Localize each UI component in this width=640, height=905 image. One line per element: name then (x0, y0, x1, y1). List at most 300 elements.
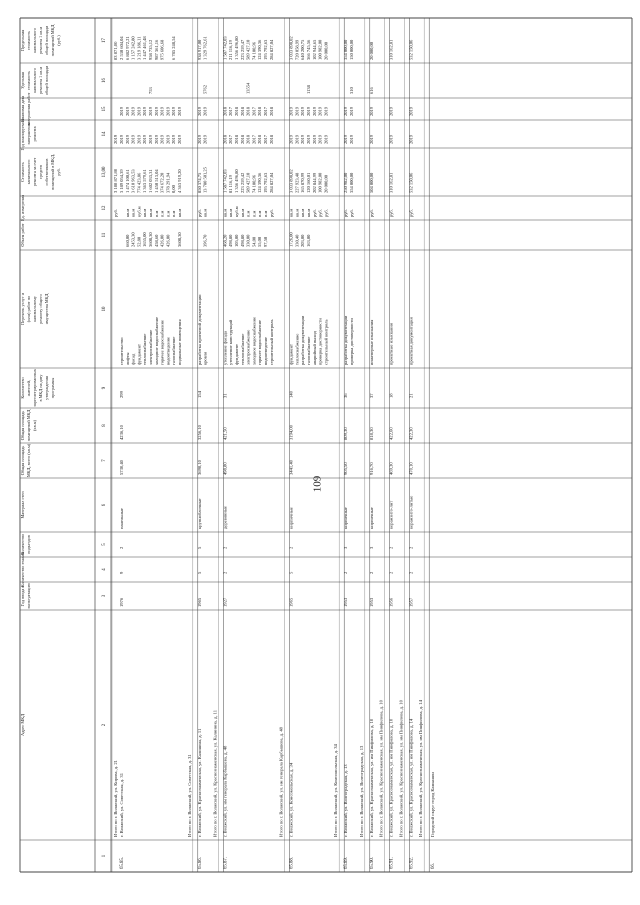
work-unit: руб. (408, 209, 414, 217)
summary-unit: руб. (113, 209, 118, 217)
column-number: 10 (102, 306, 107, 312)
work-year: 2019 (311, 135, 317, 144)
work-limit: 938 917,00 (196, 39, 202, 60)
row-walls: кирпичные (288, 507, 294, 529)
row-residents: 37 (368, 393, 374, 398)
work-item: горячее водоснабжение (159, 320, 165, 365)
work-date: 2019 (124, 107, 130, 116)
work-date: 2019 (130, 107, 136, 116)
work-year: 2019 (171, 135, 177, 144)
work-cost: 774 423,86 (136, 172, 142, 193)
row-year-built: 1956 (388, 597, 394, 607)
work-unit: кв.м (306, 208, 311, 217)
work-cost: 124 390,36 (257, 172, 263, 193)
header-cell: Адрес МКД (20, 713, 25, 737)
work-cost: 589 427,10 (245, 172, 251, 193)
work-date: 2017 (251, 107, 257, 116)
work-limit: 195 792,63 (263, 39, 268, 60)
header-cell: капитальному (32, 296, 37, 322)
work-cost: 4 363 919,20 (177, 169, 182, 193)
work-limit: 720 058,99 (294, 39, 300, 60)
footer-id: 66. (431, 863, 437, 869)
work-item: газоснабжение (306, 336, 311, 365)
work-limit: 532 150,06 (408, 39, 414, 60)
row-specific: 616 (368, 87, 374, 94)
work-volume: 2453,30 (130, 232, 136, 247)
work-limit: 3 219 186,11 (136, 36, 142, 60)
row-entrances: 2 (119, 546, 124, 549)
column-number: 15 (102, 106, 107, 112)
row-area-total: 905,50 (343, 462, 349, 475)
work-date: 2019 (388, 107, 394, 116)
column-number: 3 (102, 594, 107, 598)
work-volume: 1655,00 (142, 232, 148, 247)
work-cost: 374 672,20 (159, 172, 165, 193)
work-cost: 284 827,04 (268, 172, 274, 193)
header-cell: в МКД на дату (38, 374, 43, 402)
work-limit: 6 882 972,21 (124, 36, 130, 60)
row-walls: керамзито-литые (408, 495, 414, 529)
work-item: строительный контроль (323, 319, 329, 365)
work-date: 2017 (228, 107, 234, 116)
row-residents: 18 (388, 393, 394, 398)
work-date: 2019 (148, 107, 153, 116)
header-cell: (кв.м) (32, 420, 37, 431)
column-number: 12 (102, 205, 107, 211)
row-id: 65.88. (289, 857, 295, 869)
work-year: 2018 (245, 135, 251, 144)
work-item: разработка документации (343, 315, 349, 365)
work-year: 2018 (222, 135, 228, 144)
row-walls: панельные (119, 508, 124, 529)
row-residents: 140 (288, 391, 294, 398)
work-volume: 54,00 (251, 236, 257, 247)
work-date: 2019 (343, 107, 349, 116)
work-date: 2019 (136, 107, 142, 116)
work-limit: 1 329 762,61 (202, 36, 208, 60)
header-cell: Количество (20, 377, 25, 399)
row-floors: 2 (222, 571, 228, 574)
header-cell: ремонту общего (38, 294, 43, 324)
work-unit: куб.м (136, 206, 142, 217)
row-walls: кирпичные (343, 507, 349, 529)
work-date: 2019 (202, 107, 208, 116)
summary-total: 3 188 871,80 (113, 168, 118, 193)
column-number: 1 (102, 854, 107, 858)
header-cell: Общая площадь (20, 445, 25, 476)
row-area-rooms: 422,60 (388, 427, 394, 440)
work-limit: 20 000,00 (368, 42, 374, 60)
work-item: электроснабжение (148, 329, 153, 365)
group-summary: Итого по г. Волжский, ул. Советская, д. 31 (186, 754, 192, 837)
work-unit: кв.м (222, 208, 228, 217)
work-limit: 284 827,04 (268, 39, 274, 60)
row-floors: 2 (388, 571, 394, 574)
header-cell: Стоимость (20, 162, 25, 182)
header-cell: Удельная (20, 72, 25, 89)
work-item: подвальные помещения (177, 319, 182, 365)
work-unit: руб. (196, 209, 202, 217)
work-cost: 74 100,96 (251, 175, 257, 193)
work-date: 2019 (368, 107, 374, 116)
column-number: 17 (102, 38, 107, 43)
work-limit: 354 000,00 (343, 39, 349, 60)
work-cost: 354 000,00 (349, 172, 354, 193)
group-summary: Итого по г. Волжский, ул. Комсомольская, д. 34 (333, 744, 339, 837)
column-number: 4 (102, 568, 107, 571)
row-area-total: 469,30 (388, 462, 394, 475)
work-year: 2019 (124, 135, 130, 144)
work-unit: п.м (251, 210, 257, 217)
row-floors: 9 (119, 571, 124, 574)
row-specific: 310 (349, 87, 354, 94)
work-cost: 165 870,99 (300, 172, 306, 193)
work-volume: 163,00 (306, 234, 311, 247)
work-date: 2017 (263, 107, 268, 116)
work-year: 2019 (317, 135, 323, 144)
work-year: 2019 (288, 135, 294, 144)
work-unit: п.м (153, 210, 159, 217)
work-cost: 504 000,00 (368, 172, 374, 193)
header-cell: средств (38, 165, 43, 179)
row-residents: 31 (222, 393, 228, 398)
row-walls: деревянные (222, 506, 228, 529)
work-year: 2019 (300, 135, 306, 144)
work-year: 2017 (251, 135, 257, 144)
work-cost: 1 474 100,61 (124, 169, 130, 193)
header-cell: Объем работ (20, 223, 25, 247)
row-address: г. Волжский, ул. Волгоградская, д. 13 (343, 764, 349, 837)
work-cost: 3 189 054,39 (119, 169, 124, 193)
work-item: строительный контроль (268, 319, 274, 365)
header-cell: Плановая дата (20, 95, 25, 123)
column-number: 8 (102, 424, 107, 427)
work-unit: кв.м (142, 208, 148, 217)
work-item: разработка документации (300, 315, 306, 365)
work-date: 2018 (268, 107, 274, 116)
work-volume: 55,00 (257, 236, 263, 247)
row-year-built: 1965 (196, 597, 202, 607)
work-date: 2018 (222, 107, 228, 116)
work-volume: 396,70 (202, 234, 208, 247)
work-limit: 100 982,00 (317, 39, 323, 60)
work-volume: 3608,30 (148, 232, 153, 247)
row-id: 65.85. (120, 857, 125, 869)
work-year: 2019 (196, 135, 202, 144)
work-item: лифты (124, 352, 130, 365)
work-item: строительство (119, 337, 124, 365)
work-item: проверка достоверности (317, 318, 323, 365)
row-address: г. Волжский, ул. Советская, д. 31 (119, 773, 124, 837)
work-unit: руб. (317, 209, 323, 217)
row-year-built: 1953 (343, 597, 349, 607)
group-summary: Итого по г. Волжский, ул. Волгоградская, д. 13 (358, 745, 364, 837)
header-cell: (руб.) (56, 35, 61, 46)
work-unit: руб. (323, 209, 329, 217)
row-year-built: 1976 (119, 597, 124, 607)
work-date: 2019 (311, 107, 317, 116)
work-volume: 3608,30 (177, 232, 182, 247)
work-limit: 211 116,19 (228, 40, 234, 60)
header-cell: ремонта 1 кв.м (38, 66, 43, 95)
work-item: водоотведение (263, 336, 268, 365)
work-cost: 3 610 963,53 (130, 169, 136, 193)
work-item: инженерные изыскания (368, 319, 374, 365)
row-floors: 2 (343, 571, 349, 574)
work-unit: п.м (245, 210, 251, 217)
work-date: 2019 (294, 107, 300, 116)
row-area-rooms: 809,30 (343, 427, 349, 440)
work-unit: кв.м (202, 208, 208, 217)
work-date: 2019 (171, 107, 177, 116)
work-limit: 102 944,65 (311, 39, 317, 60)
work-item: фасад (130, 353, 136, 365)
work-year: 2019 (368, 135, 374, 144)
work-item: проверка достоверности (349, 318, 354, 365)
work-item: теплоснабжение (294, 333, 300, 365)
work-item: газоснабжение (171, 336, 177, 365)
work-cost: 81 116,19 (228, 175, 234, 193)
work-year: 2018 (268, 135, 274, 144)
column-number: 14 (102, 131, 107, 137)
work-unit: руб. (349, 209, 354, 217)
work-unit: кв.м (130, 208, 136, 217)
work-year: 2017 (228, 135, 234, 144)
work-cost: 0,00 (171, 185, 177, 193)
work-limit: 975 606,68 (159, 39, 165, 60)
work-limit: 223 259,47 (239, 39, 245, 60)
work-limit: 987 361,16 (153, 39, 159, 60)
work-item: проектные изыскания (388, 323, 394, 365)
row-address: г. Волжский, ул. Краснознаменская, ул. им Пинфилова, д. 10 (368, 718, 374, 837)
work-year: 2019 (153, 135, 159, 144)
row-floors: 2 (368, 571, 374, 574)
group-summary: Итого по г. Волжский, ул. Краснознаменская, ул. Калинина, д. 11 (212, 709, 218, 837)
row-year-built: 1953 (368, 597, 374, 607)
header-cell: завершения (26, 123, 31, 145)
work-year: 2019 (177, 135, 182, 144)
row-residents: 154 (196, 391, 202, 398)
work-item: проектная документация (408, 317, 414, 365)
summary-label: Итого по г. Волжский, ул. Кирова, д. 21 (113, 760, 118, 837)
work-volume: 1726,00 (288, 232, 294, 247)
work-year: 2018 (239, 135, 245, 144)
work-item: фундамент (136, 344, 142, 365)
work-date: 2019 (153, 107, 159, 116)
row-address: г. Волжский, ул. Краснознаменская, ул. Калинина, д. 11 (196, 728, 202, 837)
work-date: 2019 (119, 107, 124, 116)
header-cell: эксплуатацию (26, 583, 31, 609)
work-item: теплоснабжение (239, 333, 245, 365)
work-year: 2018 (234, 135, 239, 144)
work-date: 2018 (234, 107, 239, 116)
header-cell: утверждения (44, 376, 49, 400)
work-year: 2019 (343, 135, 349, 144)
work-cost: 310 162,81 (388, 172, 394, 193)
work-volume: 498,80 (239, 234, 245, 247)
work-volume: 468,20 (222, 234, 228, 247)
work-volume: 498,80 (228, 234, 234, 247)
work-unit: куб.м (234, 206, 239, 217)
row-address: г. Волжский, ул. Краснознаменская, ул. им Пинфилова, д. 10 (388, 718, 394, 837)
page-number: 109 (311, 475, 324, 493)
row-walls: крупноблочные (196, 498, 202, 529)
row-area-rooms: 3194,00 (288, 425, 294, 440)
work-volume: 458,60 (153, 234, 159, 247)
row-area-total: 498,80 (222, 462, 228, 475)
work-item: холодное водоснабжение (251, 316, 257, 365)
work-limit: 366 745,56 (306, 39, 311, 60)
row-area-total: 3441,40 (288, 460, 294, 475)
work-limit: 6 785 248,54 (171, 36, 177, 60)
row-address: г. Волжский, ул. Краснознаменская, ул. им Пинфилова, д. 14 (408, 718, 414, 837)
work-item: утепление конструкций (228, 319, 234, 365)
work-unit: п.м (165, 210, 171, 217)
header-cell: помещений МКД (50, 24, 55, 57)
work-unit: руб. (268, 209, 274, 217)
header-cell: помещений в МКД, (50, 154, 55, 190)
row-specific: 13554 (245, 82, 251, 94)
work-year: 2019 (165, 135, 171, 144)
header-cell: Предельная (20, 29, 25, 52)
work-cost: 850 374,75 (196, 172, 202, 193)
row-entrances: 2 (222, 546, 228, 549)
work-item: электроснабжение (245, 329, 251, 365)
row-area-total: 3698,10 (196, 460, 202, 475)
work-item: горячее водоснабжение (257, 320, 263, 365)
work-limit: 124 390,36 (257, 39, 263, 60)
work-unit: кв.м (148, 208, 153, 217)
row-specific: 5762 (202, 85, 208, 94)
work-year: 2019 (130, 135, 136, 144)
work-year: 2019 (202, 135, 208, 144)
row-area-rooms: 422,30 (408, 427, 414, 440)
work-cost: 195 792,63 (263, 172, 268, 193)
row-area-rooms: 818,30 (368, 427, 374, 440)
work-item: фундамент (288, 344, 294, 365)
work-item: аварийный выход (311, 331, 317, 365)
work-year: 2019 (294, 135, 300, 144)
work-year: 2017 (263, 135, 268, 144)
work-year: 2019 (408, 135, 414, 144)
work-date: 2018 (257, 107, 263, 116)
work-volume: 203,00 (300, 234, 306, 247)
row-area-rooms: 421,50 (222, 427, 228, 440)
work-unit: кв.м (294, 208, 300, 217)
work-date: 2019 (142, 107, 148, 116)
work-year: 2019 (388, 135, 394, 144)
work-date: 2019 (159, 107, 165, 116)
work-limit: 2 530 604,04 (119, 36, 124, 60)
header-cell: (или) работ по (26, 295, 31, 323)
summary-year: 2019 (113, 134, 118, 144)
work-cost: 13 780 501,25 (202, 167, 208, 193)
work-cost: 378 291,94 (165, 172, 171, 193)
work-year: 2019 (349, 135, 354, 144)
column-number: 2 (102, 723, 107, 727)
work-volume: 330,00 (245, 234, 251, 247)
column-number: 6 (102, 503, 107, 507)
work-cost: 1 363 579,61 (142, 169, 148, 193)
column-number: 9 (102, 386, 107, 390)
work-item: разработка проектной документации (196, 294, 202, 365)
work-date: 2019 (323, 107, 329, 116)
work-unit: кв.м (124, 208, 130, 217)
work-item: кровля (202, 351, 208, 365)
work-date: 2018 (239, 107, 245, 116)
work-item: теплоснабжение (142, 333, 148, 365)
work-cost: 3 033 898,02 (288, 169, 294, 193)
header-cell: собственников (44, 158, 49, 186)
header-cell: общей площади (44, 65, 49, 96)
work-cost: 120 160,01 (306, 172, 311, 193)
header-cell: Количество этажей (20, 551, 25, 588)
work-unit: руб. (388, 209, 394, 217)
row-specific: 753 (148, 87, 153, 94)
work-unit: кв.м (288, 208, 294, 217)
work-limit: 310 162,81 (388, 39, 394, 60)
work-cost: 250 982,00 (343, 172, 349, 193)
column-number: 5 (102, 543, 107, 546)
work-unit: руб. (343, 209, 349, 217)
row-id: 65.89. (344, 857, 350, 869)
work-cost: 1 356 496,80 (234, 169, 239, 193)
work-unit: п.м (159, 210, 165, 217)
row-area-rooms: 3256,10 (196, 425, 202, 440)
row-id: 65.92. (409, 857, 415, 869)
work-year: 2018 (257, 135, 263, 144)
row-area-total: 5730,40 (119, 460, 124, 475)
summary-limit: 83 871,00 (113, 41, 118, 60)
work-limit: 150 000,00 (349, 39, 354, 60)
work-cost: 100 982,00 (317, 172, 323, 193)
row-area-total: 470,10 (408, 462, 414, 475)
work-cost: 227 923,48 (294, 172, 300, 193)
work-date: 2018 (245, 107, 251, 116)
work-cost: 1 602 033,31 (148, 169, 153, 193)
header-cell: жителей, (26, 379, 31, 397)
row-walls: керамзито-лит (388, 500, 394, 529)
work-limit: 1 356 496,80 (234, 36, 239, 60)
work-unit: п.м (257, 210, 263, 217)
row-floors: 2 (408, 571, 414, 574)
work-date: 2019 (165, 107, 171, 116)
work-item: фундамент (234, 344, 239, 365)
group-summary: Итого по г. Волжский, ул. им генерала Карбышева, д. 48 (278, 727, 284, 837)
work-limit: 1 157 242,80 (130, 36, 136, 60)
row-year-built: 1965 (288, 597, 294, 607)
work-item: холодное водоснабжение (153, 316, 159, 365)
column-number: 7 (102, 459, 107, 462)
work-date: 2019 (317, 107, 323, 116)
header-cell: Год планируемого (20, 117, 25, 151)
work-volume: 52,80 (136, 236, 142, 247)
header-cell: имущества МКД (44, 293, 49, 325)
header-cell: ремонта 1 кв.м (38, 26, 43, 55)
header-cell: Материал стен (20, 491, 25, 519)
work-limit: 640 200,75 (300, 39, 306, 60)
work-cost: 1 587 742,03 (222, 169, 228, 193)
work-cost: 1 450 513,04 (153, 169, 159, 193)
row-walls: кирпичные (368, 507, 374, 529)
header-cell: подъездов (26, 535, 31, 554)
header-cell: помещений МКД (26, 409, 31, 442)
header-cell: ремонта за счет (32, 157, 37, 187)
row-id: 65.91. (389, 857, 395, 869)
work-limit: 589 427,10 (245, 39, 251, 60)
work-volume: 97,50 (263, 236, 268, 247)
row-address: г. Волжский, ул. им генерала Карбышева, д. 48 (222, 745, 228, 837)
